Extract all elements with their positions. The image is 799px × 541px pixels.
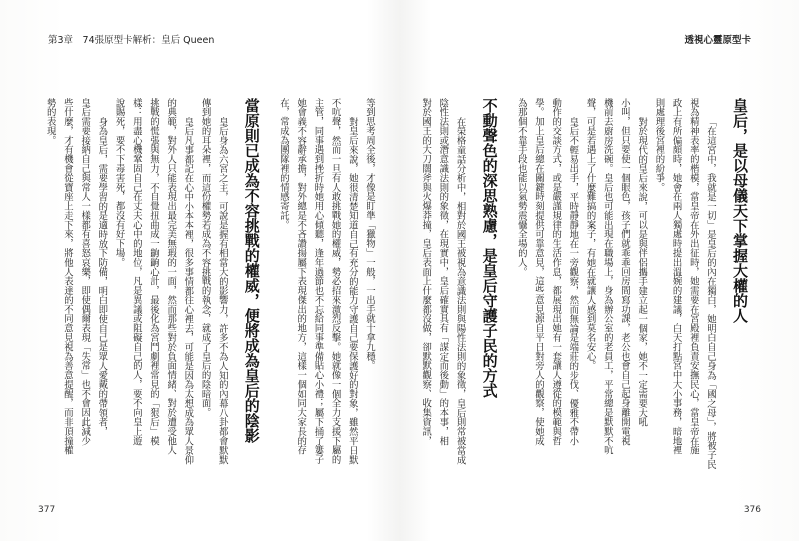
text-column: 等到思考周全後，才像是盯準「獵物」一般，一出手就十拿九穩。 — [364, 98, 375, 371]
text-column: 的典範，對外人只能表現出最完美無瑕的一面，然而那些對於負面情緒、對於遭受他人 — [165, 98, 177, 455]
text-column: 政上有所偏頗時，她會在兩人獨處時提出溫婉的建議，白天打點宮中大小事務，暗地裡 — [670, 98, 682, 455]
page-number-left: 377 — [38, 505, 56, 515]
text-column: 「在這宮中，我就是一切」是皇后的內在獨白，她明白自己身為「國之母」，將被子民 — [705, 116, 716, 469]
text-column: 皇后凡事都記在心中小本本裡，很多事情都往心裡去，可能是因為太想成為眾人景仰 — [182, 116, 194, 465]
page-number-right: 376 — [743, 505, 761, 515]
text-column: 學。加上皇后總在關鍵時刻提供可靠意見，這些意見源自平日對旁人的觀察，使她成 — [532, 98, 544, 446]
running-head-chapter: 第3章 74張原型卡解析：皇后 Queen — [48, 35, 215, 46]
text-column: 陰性法則或潛意識法則的象徵，在現實中，皇后確實具有「謀定而後動」的本事，相 — [437, 98, 449, 446]
text-column: 挑戰的慌張與無力，不自覺扭曲成一齣齣心計，最後化為宮鬥劇裡常見的「狠后」模 — [147, 98, 159, 446]
text-column: 皇后身為六宮之主，可說是握有相當大的影響力，許多不為人知的內幕八卦都會默默 — [216, 116, 228, 465]
text-column: 動作的交談方式，或是嚴謹規律的生活作息，都展現出她有一套讓人遵從的模範與哲 — [550, 98, 562, 446]
text-column: 主管，同事遇到挫折時她用心傾聽，逢年過節也不忘給同事準備貼心小禮；屬下捅了簍子 — [312, 98, 324, 465]
text-column: 說賜死，要不下毒害死，都沒有好下場。 — [113, 98, 125, 268]
running-head-book-title: 透視心靈原型卡 — [684, 35, 751, 46]
section-heading: 當原則已成為不容挑戰的權威，便將成為皇后的陰影 — [242, 98, 261, 443]
text-column: 為那個不靠手段也能以氣勢震懾全場的人。 — [515, 98, 527, 277]
text-column: 樣：用盡心機鞏固自己在丈夫心中的地位，凡是異議或阻礙自己的人，要不向皇上遊 — [130, 98, 142, 446]
section-heading: 不動聲色的深思熟慮，是皇后守護子民的方式 — [480, 98, 499, 398]
text-column: 機前去廚房洗碗。皇后也可能出現在職場上，身為辦公室的老員工，平常總是默默不吭 — [601, 98, 613, 455]
text-column: 則處理後宮裡的紛爭。 — [653, 98, 665, 192]
text-column: 對於現代的皇后來說，可以是與伴侶攜手建立起一個家，她不一定需要大吼 — [636, 116, 648, 427]
text-column: 皇后需要接納自己與常人一樣都有喜怒哀樂，即使偶爾表現「失常」也不會因此減少 — [79, 98, 91, 446]
text-column: 不吭聲，然而一旦有人敢挑戰她的權威，勢必招來激烈反擊。她就像一個全力支援下屬的 — [329, 98, 341, 465]
text-column: 身為皇后，需要學習的是適時放下防備，明白即使自己是眾人愛戴的帶領者， — [96, 116, 108, 437]
right-page-text — [417, 98, 751, 478]
text-column: 在，常成為團隊裡的情感寄託。 — [277, 98, 289, 230]
text-column: 她會義不容辭承擔，對外總是不吝讚揚屬下表現傑出的地方，這樣一個如同大家長的存 — [295, 98, 307, 455]
text-column: 些什麼，才有機會從寶座上走下來，將他人表達的不同意見視為善意提醒，而非頂撞權 — [61, 98, 73, 455]
text-column: 皇后不輕易出手，平時靜靜地在一旁觀察，然而無論是端莊的步伐、優雅不帶小 — [567, 116, 579, 446]
left-page-text — [42, 98, 378, 478]
text-column: 聲，可是若遇上了什麼難搞的案子，有她在就讓人感到莫名安心。 — [584, 98, 596, 371]
section-heading: 皇后，是以母儀天下掌握大權的人 — [731, 98, 749, 323]
text-column: 對皇后來說，她很清楚知道自己有充分的能力守護自己要保護好的對象，雖然平日默 — [346, 116, 358, 465]
text-column: 小叫，但只要使一個眼色，孩子們就乖乖回房間寫功課，老公也會自己起身離開電視 — [618, 98, 630, 446]
text-column: 對於國王的大刀闊斧與火爆莽撞，皇后表面上什麼都沒做，卻默默觀察、收集資訊， — [420, 98, 432, 446]
text-column: 視為精神表率的楷模，當皇帝在外出征時，她需要在宮殿裡負責安撫民心，當皇帝在施 — [687, 98, 699, 455]
text-column: 傳到她的耳朵裡，而這份權勢若成為不容挑戰的執念，就成了皇后的陰暗面。 — [199, 98, 211, 418]
text-column: 在榮格童話分析中，相對於國王被視為意識法則與陽性法則的象徵，皇后則常被當成 — [454, 116, 466, 465]
text-column: 勢的表現。 — [44, 98, 56, 145]
